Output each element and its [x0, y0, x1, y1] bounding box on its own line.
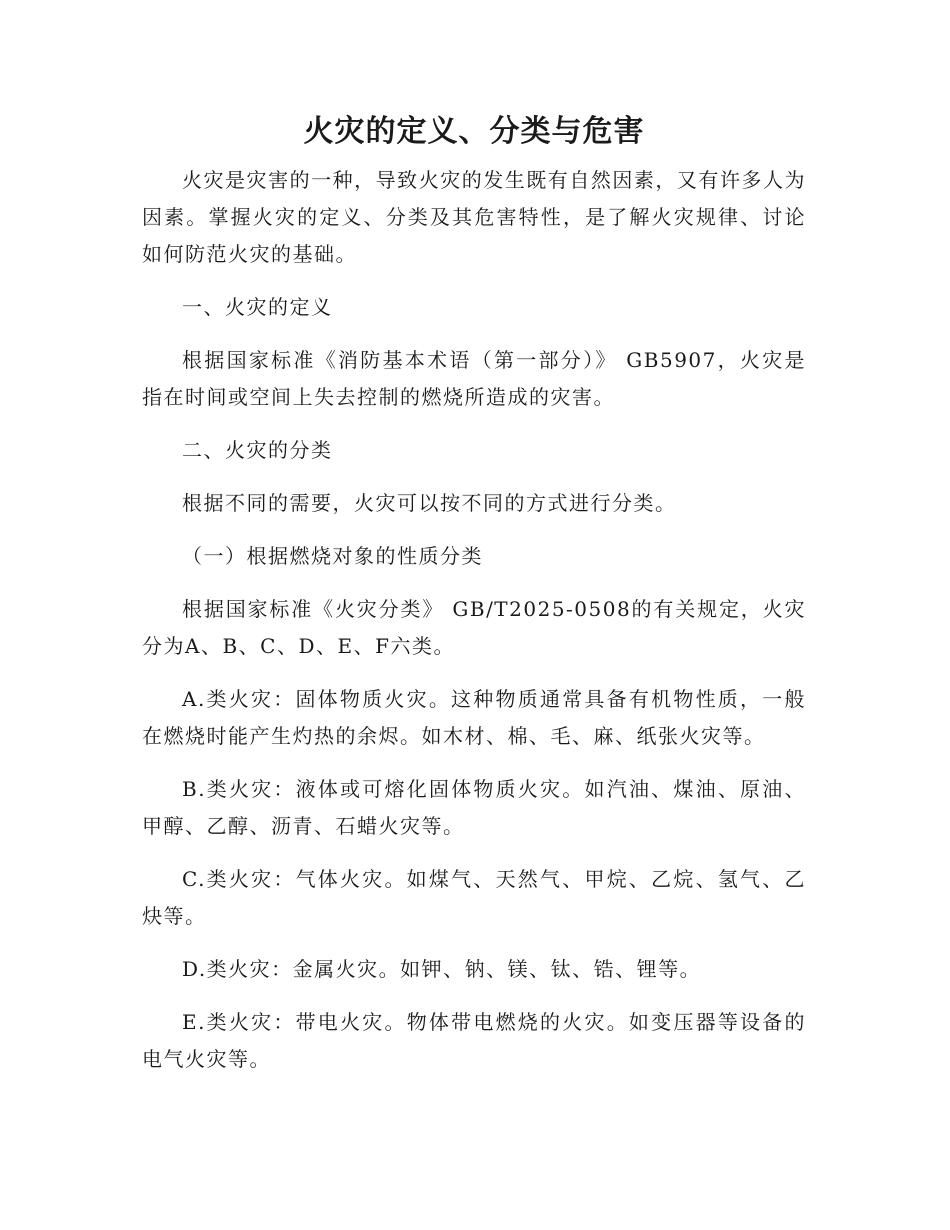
- document-body: [142, 112, 806, 1078]
- class-e-paragraph: E.类火灾：带电火灾。物体带电燃烧的火灾。如变压器等设备的电气火灾等。: [142, 1010, 806, 1071]
- document-title: 火灾的定义、分类与危害: [303, 114, 645, 149]
- standard-reference-paragraph: 根据国家标准《火灾分类》 GB/T2025-0508的有关规定，火灾分为A、B、C、D、E、F六类。: [142, 597, 806, 658]
- classification-intro-paragraph: 根据不同的需要，火灾可以按不同的方式进行分类。: [182, 491, 677, 515]
- class-b-paragraph: B.类火灾：液体或可熔化固体物质火灾。如汽油、煤油、原油、甲醇、乙醇、沥青、石蜡火灾等。: [142, 777, 806, 838]
- subsection-heading-by-material: （一）根据燃烧对象的性质分类: [182, 544, 483, 568]
- section-heading-definition: 一、火灾的定义: [182, 295, 333, 319]
- class-c-paragraph: C.类火灾：气体火灾。如煤气、天然气、甲烷、乙烷、氢气、乙炔等。: [142, 867, 806, 928]
- intro-paragraph: 火灾是灾害的一种，导致火灾的发生既有自然因素，又有许多人为因素。掌握火灾的定义、分类及其危害特性，是了解火灾规律、讨论如何防范火灾的基础。: [142, 168, 806, 266]
- section-heading-classification: 二、火灾的分类: [182, 438, 333, 462]
- definition-paragraph: 根据国家标准《消防基本术语（第一部分）》 GB5907，火灾是指在时间或空间上失去控制的燃烧所造成的灾害。: [142, 348, 806, 409]
- class-a-paragraph: A.类火灾：固体物质火灾。这种物质通常具备有机物性质，一般在燃烧时能产生灼热的余烬。如木材、棉、毛、麻、纸张火灾等。: [142, 687, 806, 748]
- class-d-paragraph: D.类火灾：金属火灾。如钾、钠、镁、钛、锆、锂等。: [182, 957, 702, 981]
